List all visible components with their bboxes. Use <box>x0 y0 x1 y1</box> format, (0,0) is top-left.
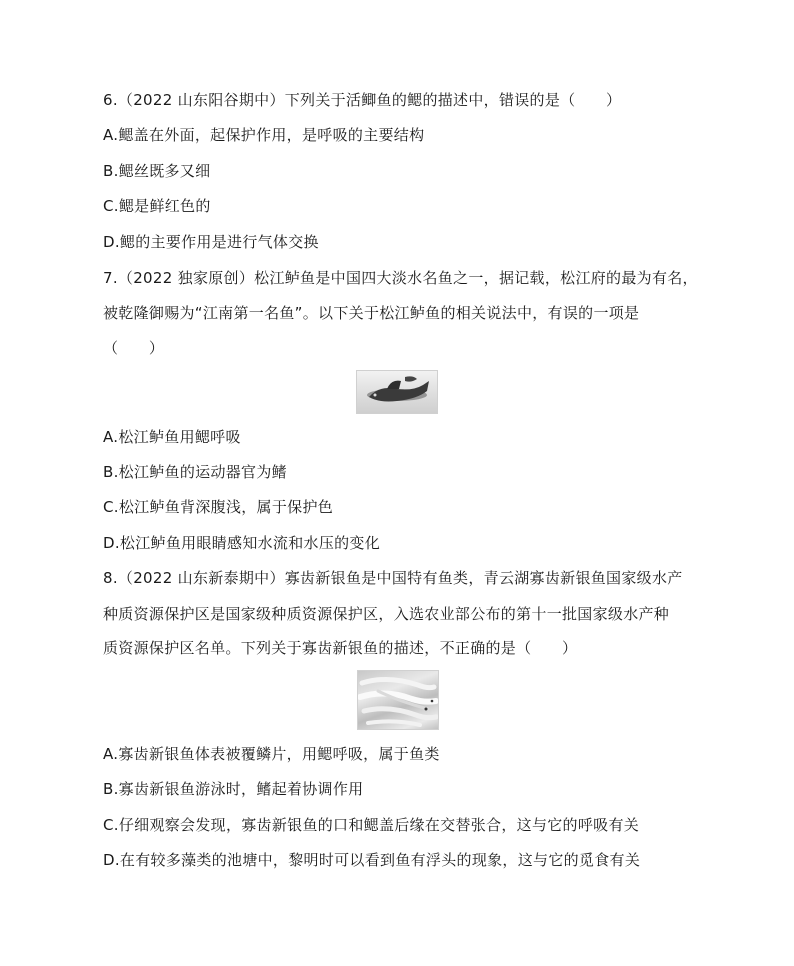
q8-option-c: C.仔细观察会发现，寡齿新银鱼的口和鳃盖后缘在交替张合，这与它的呼吸有关 <box>103 816 640 834</box>
q8-stem-line-2: 种质资源保护区是国家级种质资源保护区，入选农业部公布的第十一批国家级水产种 <box>103 605 670 623</box>
q7-stem-line-3: （ ） <box>103 339 165 357</box>
q6-option-d: D.鳃的主要作用是进行气体交换 <box>103 233 319 251</box>
q6-option-a: A.鳃盖在外面，起保护作用，是呼吸的主要结构 <box>103 126 425 144</box>
silverfish-image <box>357 670 439 730</box>
q8-option-b: B.寡齿新银鱼游泳时，鳍起着协调作用 <box>103 780 364 798</box>
q7-option-d: D.松江鲈鱼用眼睛感知水流和水压的变化 <box>103 534 381 552</box>
q8-option-d: D.在有较多藻类的池塘中，黎明时可以看到鱼有浮头的现象，这与它的觅食有关 <box>103 851 641 869</box>
q8-option-a: A.寡齿新银鱼体表被覆鳞片，用鳃呼吸，属于鱼类 <box>103 745 440 763</box>
q7-option-c: C.松江鲈鱼背深腹浅，属于保护色 <box>103 498 334 516</box>
q7-option-a: A.松江鲈鱼用鳃呼吸 <box>103 428 241 446</box>
q6-option-b: B.鳃丝既多又细 <box>103 162 211 180</box>
perch-fish-image <box>356 370 438 414</box>
q6-stem: 6.（2022 山东阳谷期中）下列关于活鲫鱼的鳃的描述中，错误的是（ ） <box>103 91 622 109</box>
q7-stem-line-1: 7.（2022 独家原创）松江鲈鱼是中国四大淡水名鱼之一，据记载，松江府的最为有名， <box>103 269 698 287</box>
q7-option-b: B.松江鲈鱼的运动器官为鳍 <box>103 463 287 481</box>
q8-stem-line-3: 质资源保护区名单。下列关于寡齿新银鱼的描述，不正确的是（ ） <box>103 639 578 657</box>
q7-stem-line-2: 被乾隆御赐为“江南第一名鱼”。以下关于松江鲈鱼的相关说法中，有误的一项是 <box>103 304 640 322</box>
q8-stem-line-1: 8.（2022 山东新泰期中）寡齿新银鱼是中国特有鱼类，青云湖寡齿新银鱼国家级水产 <box>103 569 683 587</box>
q6-option-c: C.鳃是鲜红色的 <box>103 197 211 215</box>
